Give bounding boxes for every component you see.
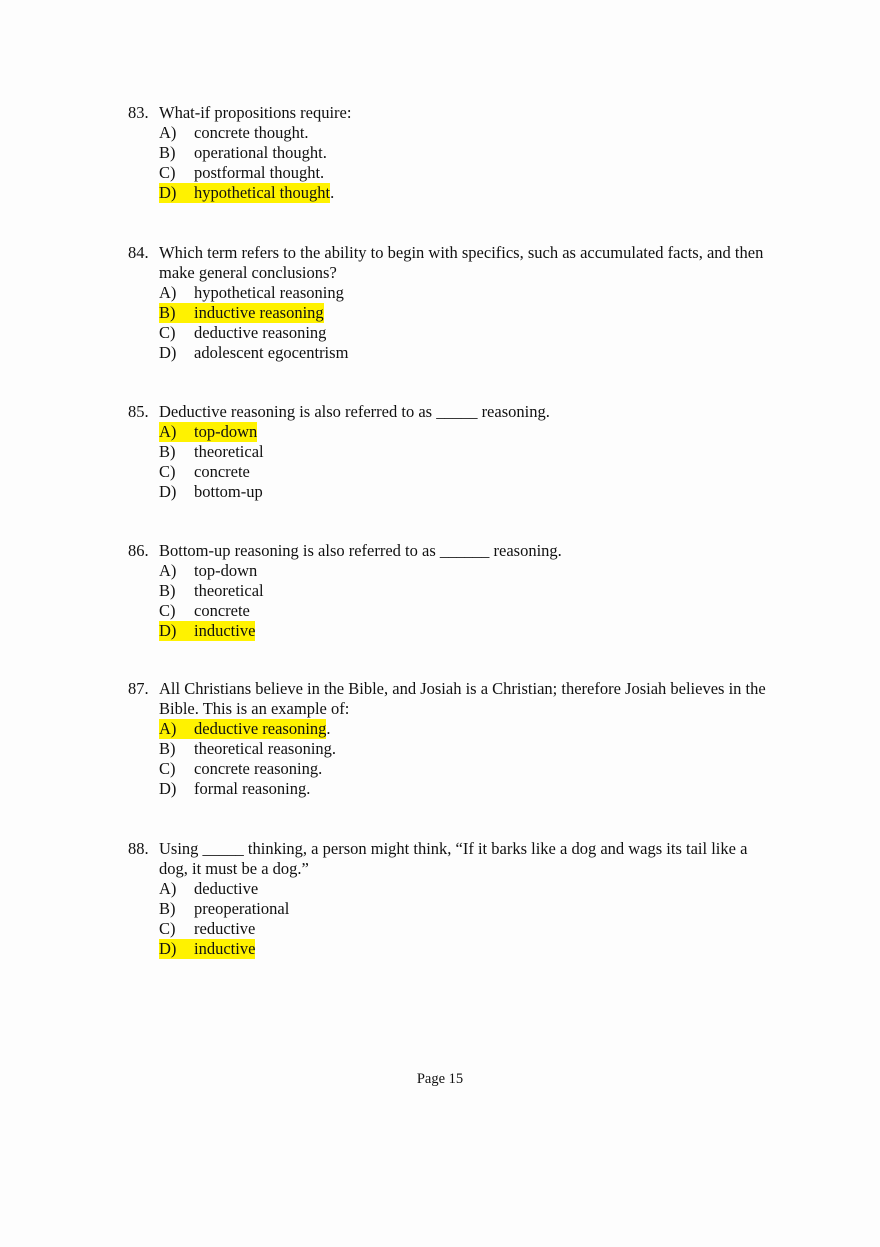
- option-d: D) adolescent egocentrism: [159, 343, 349, 362]
- question-stem: Which term refers to the ability to begin with specifics, such as accumulated facts, and then make general conclusions?: [159, 243, 764, 282]
- option-d: D) formal reasoning.: [159, 779, 311, 798]
- option-d-correct-answer: D) inductive: [159, 621, 256, 640]
- question-88: [128, 839, 778, 959]
- option-c: C) concrete: [159, 462, 250, 481]
- question-87: [128, 679, 778, 799]
- question-stem: Deductive reasoning is also referred to as _____ reasoning.: [159, 402, 550, 421]
- option-b-correct-answer: B) inductive reasoning: [159, 303, 324, 322]
- question-stem: Bottom-up reasoning is also referred to as ______ reasoning.: [159, 541, 562, 560]
- question-number: 88.: [128, 839, 149, 858]
- option-a: A) top-down: [159, 561, 258, 580]
- question-number: 83.: [128, 103, 149, 122]
- question-number: 86.: [128, 541, 149, 560]
- question-stem: What-if propositions require:: [159, 103, 352, 122]
- option-a: A) concrete thought.: [159, 123, 309, 142]
- question-84: [128, 243, 778, 363]
- option-d: D) bottom-up: [159, 482, 263, 501]
- option-d-correct-answer: D) inductive: [159, 939, 256, 958]
- option-b: B) preoperational: [159, 899, 290, 918]
- option-a-correct-answer: A) top-down: [159, 422, 258, 441]
- question-number: 85.: [128, 402, 149, 421]
- question-number: 84.: [128, 243, 149, 262]
- option-c: C) deductive reasoning: [159, 323, 327, 342]
- option-c: C) concrete reasoning.: [159, 759, 323, 778]
- option-c: C) postformal thought.: [159, 163, 325, 182]
- option-c: C) reductive: [159, 919, 256, 938]
- option-a-correct-answer: A) deductive reasoning .: [159, 719, 331, 738]
- option-a: A) deductive: [159, 879, 259, 898]
- page-number: Page 15: [416, 1071, 464, 1087]
- question-83: [128, 103, 778, 203]
- option-a: A) hypothetical reasoning: [159, 283, 344, 302]
- option-b: B) theoretical: [159, 581, 264, 600]
- question-86: [128, 541, 778, 641]
- question-stem: All Christians believe in the Bible, and Josiah is a Christian; therefore Josiah believes in the Bible. This is an example of:: [159, 679, 766, 718]
- option-d-correct-answer: D) hypothetical thought .: [159, 183, 335, 202]
- question-number: 87.: [128, 679, 149, 698]
- option-b: B) theoretical: [159, 442, 264, 461]
- option-c: C) concrete: [159, 601, 250, 620]
- option-b: B) theoretical reasoning.: [159, 739, 337, 758]
- question-85: [128, 402, 778, 502]
- question-stem: Using _____ thinking, a person might think, “If it barks like a dog and wags its tail like a dog, it must be a dog.”: [159, 839, 748, 878]
- option-b: B) operational thought.: [159, 143, 327, 162]
